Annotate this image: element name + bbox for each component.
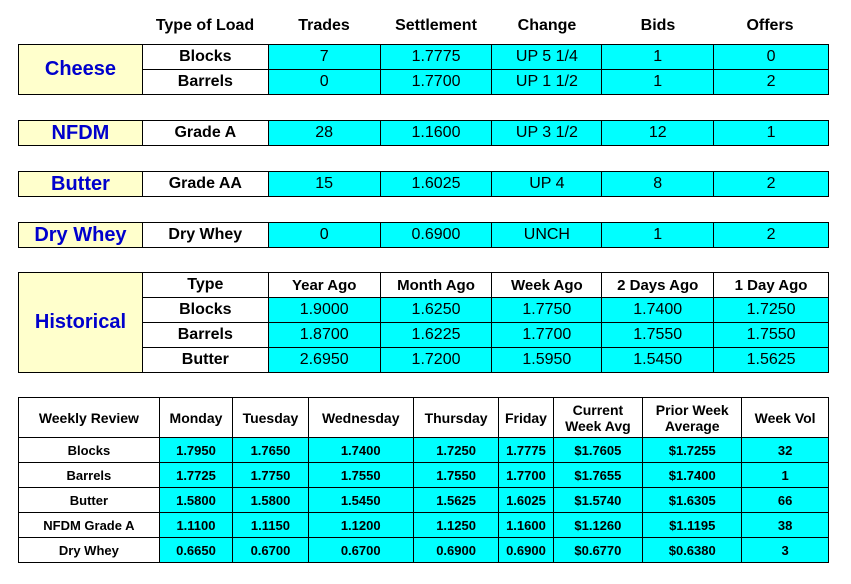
butter-bids: 8 [602, 172, 714, 197]
weekly-row-label: Barrels [19, 463, 160, 488]
weekly-cell: 1.7650 [233, 438, 308, 463]
header-change: Change [517, 17, 577, 34]
weekly-cell: 3 [742, 538, 829, 563]
weekly-cell: 1.7250 [413, 438, 499, 463]
nfdm-trades: 28 [268, 121, 380, 146]
weekly-cell: $1.5740 [553, 488, 643, 513]
header-settlement: Settlement [395, 17, 477, 34]
weekly-cell: 1.7775 [499, 438, 553, 463]
weekly-cell: 0.6900 [413, 538, 499, 563]
butter-change: UP 4 [492, 172, 602, 197]
weekly-cell: $1.7400 [643, 463, 742, 488]
weekly-row-label: Dry Whey [19, 538, 160, 563]
butter-table [18, 171, 829, 197]
weekly-cell: $1.1195 [643, 513, 742, 538]
dry-whey-table [18, 222, 829, 248]
historical-cell: 1.7700 [492, 323, 602, 348]
weekly-cell: 0.6900 [499, 538, 553, 563]
weekly-header-wednesday: Wednesday [308, 398, 413, 438]
historical-cell: 1.7550 [602, 323, 714, 348]
weekly-header-friday: Friday [499, 398, 553, 438]
dry-whey-type: Dry Whey [142, 223, 268, 248]
dry-whey-bids: 1 [602, 223, 714, 248]
cheese-label: Cheese [19, 45, 143, 95]
weekly-cell: 1.7750 [233, 463, 308, 488]
cheese-barrels-bids: 1 [602, 70, 714, 95]
weekly-cell: 1.7550 [413, 463, 499, 488]
weekly-cell: 32 [742, 438, 829, 463]
weekly-cell: $1.7655 [553, 463, 643, 488]
historical-table [18, 272, 829, 373]
weekly-header-tuesday: Tuesday [233, 398, 308, 438]
nfdm-change: UP 3 1/2 [492, 121, 602, 146]
butter-type: Grade AA [142, 172, 268, 197]
dry-whey-settlement: 0.6900 [380, 223, 492, 248]
nfdm-settlement: 1.1600 [380, 121, 492, 146]
weekly-row-label: NFDM Grade A [19, 513, 160, 538]
weekly-cell: 1.1150 [233, 513, 308, 538]
weekly-header-current-week-avg: Current Week Avg [553, 398, 643, 438]
historical-cell: 1.6225 [380, 323, 492, 348]
weekly-cell: 38 [742, 513, 829, 538]
weekly-cell: 1.7700 [499, 463, 553, 488]
historical-label: Historical [19, 273, 143, 373]
butter-offers: 2 [714, 172, 829, 197]
weekly-cell: 1.1200 [308, 513, 413, 538]
historical-cell: 1.7200 [380, 348, 492, 373]
header-type-of-load: Type of Load [155, 17, 255, 34]
historical-row-type: Blocks [142, 298, 268, 323]
weekly-cell: $1.7255 [643, 438, 742, 463]
nfdm-table [18, 120, 829, 146]
dry-whey-offers: 2 [714, 223, 829, 248]
historical-row-type: Butter [142, 348, 268, 373]
weekly-header-prior-week-average: Prior Week Average [643, 398, 742, 438]
historical-cell: 1.5450 [602, 348, 714, 373]
cheese-barrels-offers: 2 [714, 70, 829, 95]
cheese-barrels-trades: 0 [268, 70, 380, 95]
historical-cell: 1.7750 [492, 298, 602, 323]
weekly-row-label: Butter [19, 488, 160, 513]
column-header-row [142, 14, 826, 38]
historical-header-year-ago: Year Ago [268, 273, 380, 298]
historical-cell: 1.7550 [714, 323, 829, 348]
historical-cell: 1.7250 [714, 298, 829, 323]
weekly-cell: 0.6700 [308, 538, 413, 563]
weekly-header-week-vol: Week Vol [742, 398, 829, 438]
weekly-cell: 1.6025 [499, 488, 553, 513]
historical-cell: 1.6250 [380, 298, 492, 323]
historical-header-month-ago: Month Ago [380, 273, 492, 298]
historical-cell: 1.5625 [714, 348, 829, 373]
weekly-cell: 1.1100 [159, 513, 232, 538]
historical-cell: 1.7400 [602, 298, 714, 323]
weekly-cell: 1.5800 [233, 488, 308, 513]
weekly-cell: 1.1250 [413, 513, 499, 538]
weekly-cell: 1.7400 [308, 438, 413, 463]
butter-label: Butter [19, 172, 143, 197]
cheese-blocks-settlement: 1.7775 [380, 45, 492, 70]
weekly-cell: $1.1260 [553, 513, 643, 538]
nfdm-type: Grade A [142, 121, 268, 146]
cheese-blocks-bids: 1 [602, 45, 714, 70]
dry-whey-change: UNCH [492, 223, 602, 248]
historical-cell: 1.9000 [268, 298, 380, 323]
cheese-barrels-change: UP 1 1/2 [492, 70, 602, 95]
weekly-cell: 0.6700 [233, 538, 308, 563]
cheese-blocks-type: Blocks [142, 45, 268, 70]
weekly-cell: 1.7550 [308, 463, 413, 488]
weekly-header-review: Weekly Review [19, 398, 160, 438]
weekly-cell: $0.6380 [643, 538, 742, 563]
historical-cell: 2.6950 [268, 348, 380, 373]
cheese-blocks-offers: 0 [714, 45, 829, 70]
cheese-barrels-type: Barrels [142, 70, 268, 95]
historical-row-type: Barrels [142, 323, 268, 348]
weekly-row-label: Blocks [19, 438, 160, 463]
header-bids: Bids [640, 17, 676, 34]
weekly-cell: 1.5800 [159, 488, 232, 513]
butter-settlement: 1.6025 [380, 172, 492, 197]
nfdm-label: NFDM [19, 121, 143, 146]
weekly-review-table [18, 397, 829, 563]
weekly-cell: 0.6650 [159, 538, 232, 563]
historical-cell: 1.8700 [268, 323, 380, 348]
butter-trades: 15 [268, 172, 380, 197]
dry-whey-label: Dry Whey [19, 223, 143, 248]
weekly-cell: $0.6770 [553, 538, 643, 563]
dry-whey-trades: 0 [268, 223, 380, 248]
weekly-header-thursday: Thursday [413, 398, 499, 438]
historical-header-1-day-ago: 1 Day Ago [714, 273, 829, 298]
cheese-blocks-trades: 7 [268, 45, 380, 70]
header-trades: Trades [298, 17, 350, 34]
weekly-header-monday: Monday [159, 398, 232, 438]
historical-header-type: Type [142, 273, 268, 298]
historical-header-week-ago: Week Ago [492, 273, 602, 298]
weekly-cell: $1.7605 [553, 438, 643, 463]
weekly-cell: 1.5450 [308, 488, 413, 513]
header-offers: Offers [746, 17, 794, 34]
cheese-table [18, 44, 829, 95]
weekly-cell: 1.7725 [159, 463, 232, 488]
weekly-cell: 66 [742, 488, 829, 513]
weekly-cell: 1.5625 [413, 488, 499, 513]
historical-header-2-days-ago: 2 Days Ago [602, 273, 714, 298]
nfdm-bids: 12 [602, 121, 714, 146]
historical-cell: 1.5950 [492, 348, 602, 373]
cheese-barrels-settlement: 1.7700 [380, 70, 492, 95]
nfdm-offers: 1 [714, 121, 829, 146]
weekly-cell: $1.6305 [643, 488, 742, 513]
weekly-cell: 1.1600 [499, 513, 553, 538]
cheese-blocks-change: UP 5 1/4 [492, 45, 602, 70]
weekly-cell: 1.7950 [159, 438, 232, 463]
weekly-cell: 1 [742, 463, 829, 488]
